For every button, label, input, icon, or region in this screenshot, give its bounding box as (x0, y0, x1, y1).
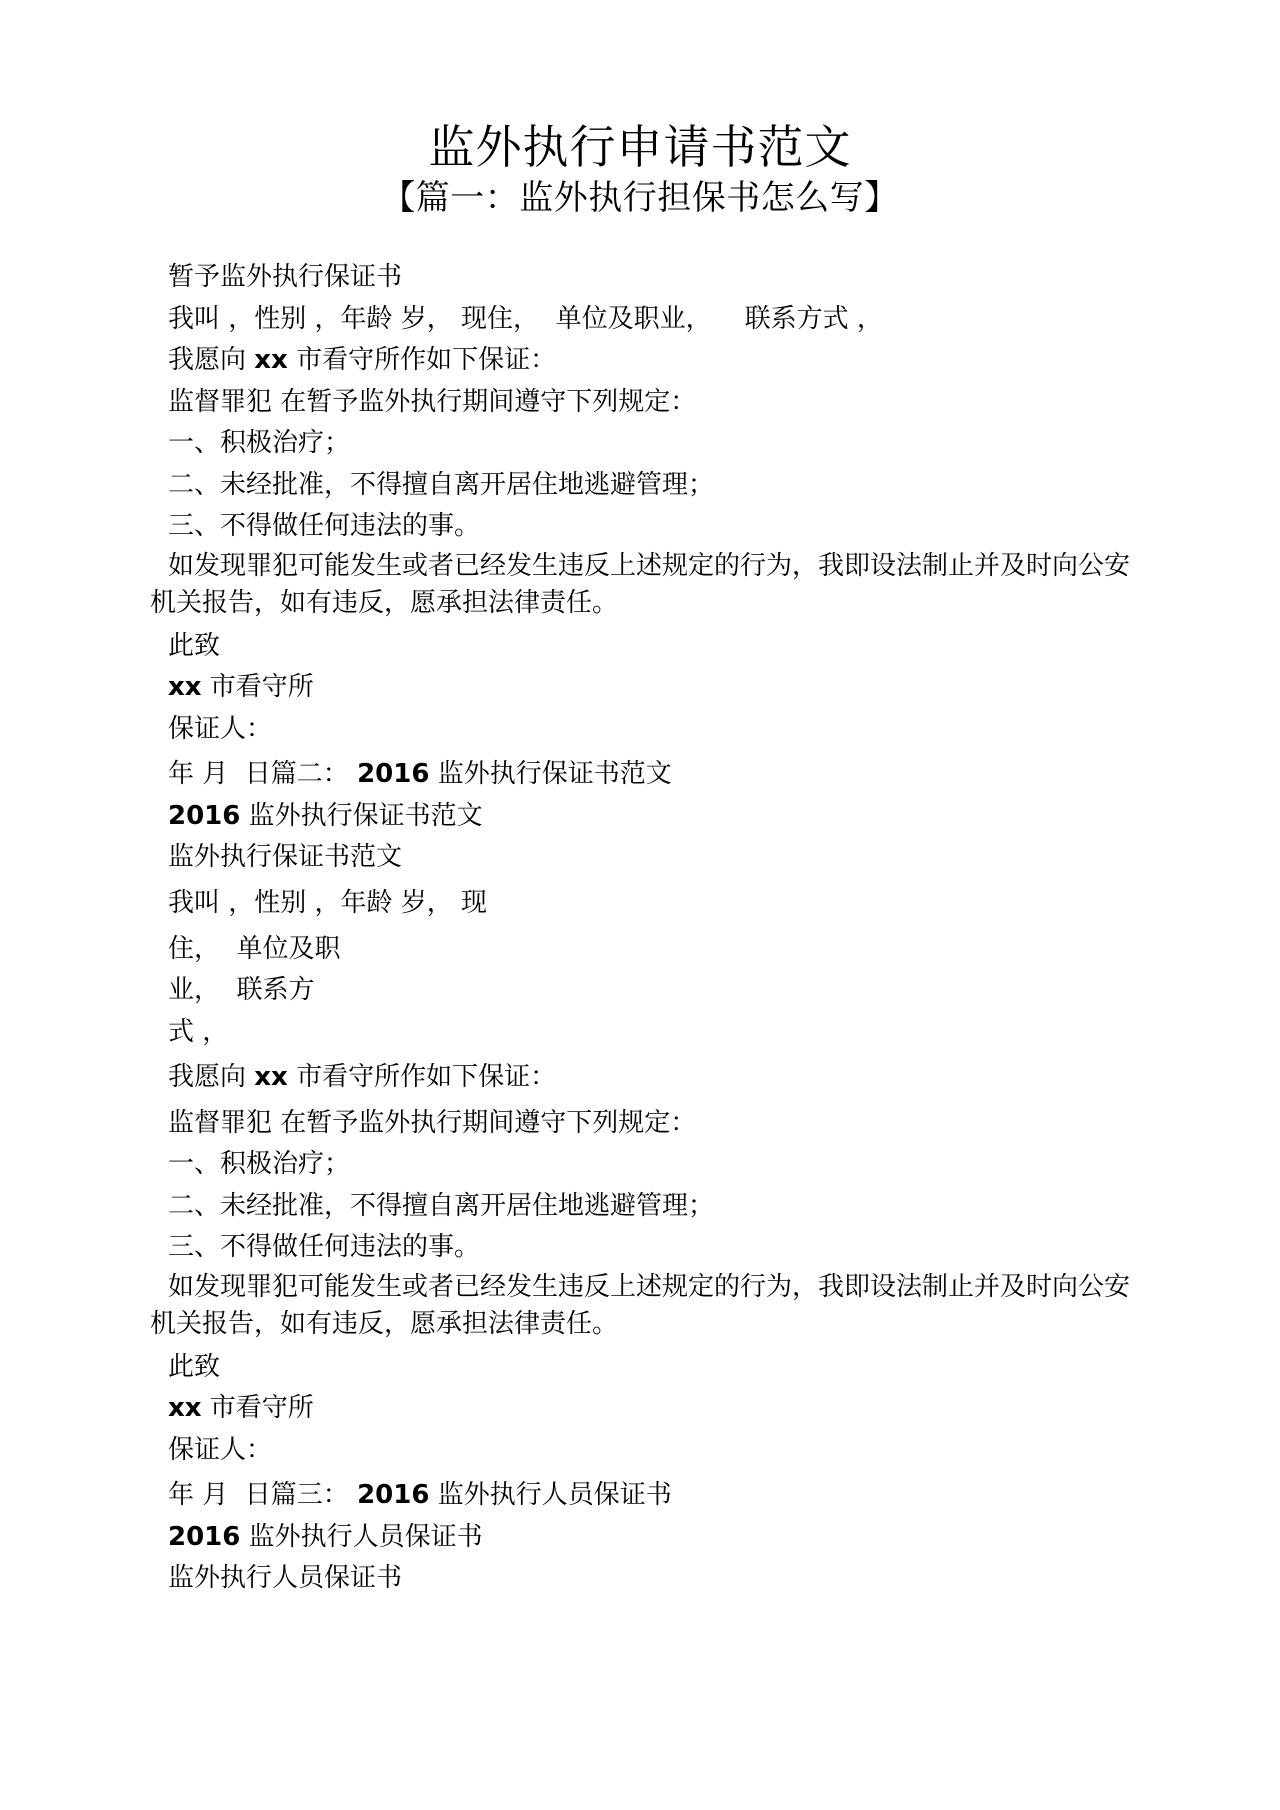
text-line (150, 1057, 1130, 1099)
line-bold: xx (254, 1062, 288, 1093)
paragraph: 如发现罪犯可能发生或者已经发生违反上述规定的行为，我即设法制止并及时向公安机关报告，如有违反，愿承担法律责任。 (150, 1271, 1131, 1339)
paragraph: 如发现罪犯可能发生或者已经发生违反上述规定的行为，我即设法制止并及时向公安机关报告，如有违反，愿承担法律责任。 (150, 550, 1131, 618)
closing-line: 保证人： (168, 1434, 273, 1465)
section-heading (150, 1517, 1130, 1559)
line-bold: 2016 (357, 1480, 430, 1511)
text-line: 监外执行保证书范文 (168, 842, 403, 873)
section-heading (150, 796, 1130, 838)
page-title: 监外执行申请书范文 (428, 120, 852, 174)
text-line: 式 ， (168, 1016, 229, 1047)
heading-bold: 2016 (168, 1521, 241, 1552)
closing-line (150, 1388, 1130, 1430)
list-item: 一、积极治疗； (168, 428, 351, 459)
line-prefix: 年 月 日篇二： (168, 759, 358, 790)
line-suffix: 监外执行保证书范文 (429, 759, 672, 790)
text-line (150, 340, 1130, 382)
list-item: 二、未经批准，不得擅自离开居住地逃避管理； (168, 469, 715, 500)
line-suffix: 市看守所 (201, 1393, 314, 1424)
text-line: 业， 联系方 (168, 975, 315, 1006)
line-prefix: 我愿向 (168, 1062, 255, 1093)
line-bold: xx (254, 345, 288, 376)
list-item: 三、不得做任何违法的事。 (168, 511, 481, 542)
closing-line (150, 667, 1130, 709)
line-prefix: 我愿向 (168, 345, 255, 376)
list-item: 三、不得做任何违法的事。 (168, 1232, 481, 1263)
page-subtitle: 【篇一：监外执行担保书怎么写】 (381, 178, 899, 219)
closing-line (150, 754, 1130, 796)
text-line: 住， 单位及职 (168, 933, 341, 964)
closing-line: 此致 (168, 630, 221, 661)
line-bold: 2016 (357, 759, 430, 790)
line-suffix: 市看守所作如下保证： (287, 345, 557, 376)
section-1 (150, 257, 1130, 796)
list-item: 二、未经批准，不得擅自离开居住地逃避管理； (168, 1190, 715, 1221)
closing-line (150, 1475, 1130, 1517)
section-3 (150, 1517, 1130, 1600)
heading-suffix: 监外执行保证书范文 (240, 800, 483, 831)
closing-line: 此致 (168, 1351, 221, 1382)
text-line: 我叫 ，性别 ，年龄 岁， 现住， 单位及职业， 联系方式 ， (168, 303, 883, 334)
text-line: 暂予监外执行保证书 (168, 262, 403, 293)
heading-bold: 2016 (168, 800, 241, 831)
list-item: 一、积极治疗； (168, 1149, 351, 1180)
section-2 (150, 796, 1130, 1517)
line-suffix: 市看守所 (201, 672, 314, 703)
text-line: 我叫 ，性别 ，年龄 岁， 现 (168, 887, 488, 918)
text-line: 监外执行人员保证书 (168, 1563, 403, 1594)
line-prefix: 年 月 日篇三： (168, 1480, 358, 1511)
line-bold: xx (168, 672, 202, 703)
line-bold: xx (168, 1393, 202, 1424)
heading-suffix: 监外执行人员保证书 (240, 1521, 483, 1552)
text-line: 监督罪犯 在暂予监外执行期间遵守下列规定： (168, 386, 697, 417)
text-line: 监督罪犯 在暂予监外执行期间遵守下列规定： (168, 1107, 697, 1138)
line-suffix: 市看守所作如下保证： (287, 1062, 557, 1093)
closing-line: 保证人： (168, 713, 273, 744)
line-suffix: 监外执行人员保证书 (429, 1480, 672, 1511)
